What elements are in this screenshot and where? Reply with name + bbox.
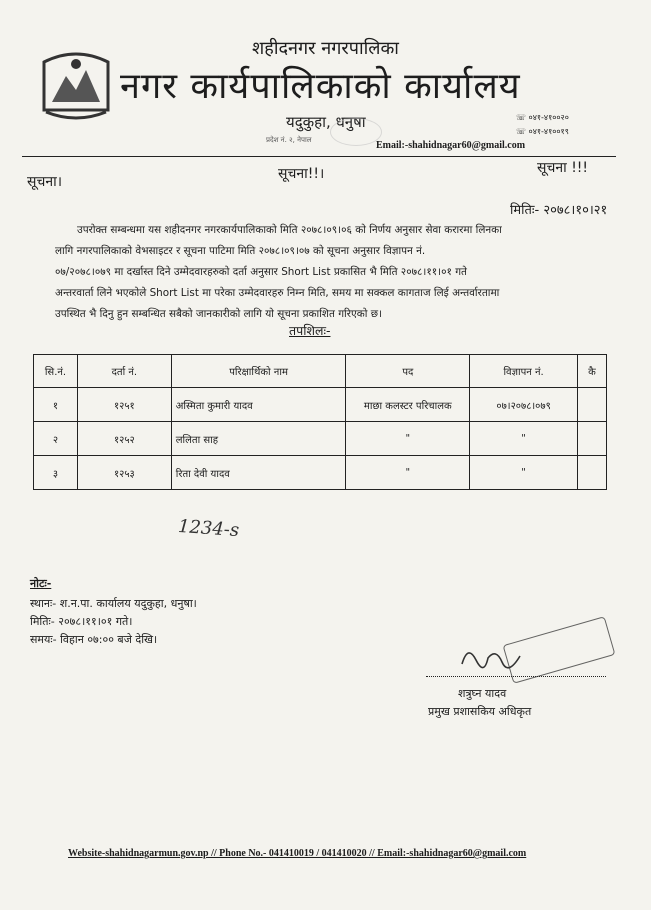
cell-serial: १ <box>34 388 78 422</box>
cell-serial: २ <box>34 422 78 456</box>
col-header-remarks: कै <box>578 355 607 388</box>
notice-date: मितिः- २०७८।१०।२१ <box>510 203 608 218</box>
cell-reg-no: १२५१ <box>77 388 171 422</box>
col-header-reg-no: दर्ता नं. <box>77 355 171 388</box>
cell-reg-no: १२५३ <box>77 456 171 490</box>
signature-icon <box>458 640 528 674</box>
signature-line <box>426 676 606 677</box>
body-line: ०७/२०७८।०७९ मा दर्खास्त दिने उम्मेदवारहरुको दर्ता अनुसार Short List प्रकासित भै मिति २०७८।११।०१ गते <box>55 266 467 278</box>
note-place: स्थानः- श.न.पा. कार्यालय यदुकुहा, धनुषा। <box>30 597 197 610</box>
col-header-name: परिक्षार्थिको नाम <box>171 355 346 388</box>
office-title: नगर कार्यपालिकाको कार्यालय <box>120 66 521 107</box>
municipality-name: शहीदनगर नगरपालिका <box>252 38 399 59</box>
cell-ad-no: " <box>470 422 578 456</box>
notice-label-right: सूचना !!! <box>537 160 589 176</box>
details-heading: तपशिलः- <box>289 323 331 338</box>
cell-name: ललिता साह <box>171 422 346 456</box>
note-date: मितिः- २०७८।११।०१ गते। <box>30 615 133 628</box>
cell-ad-no: ०७।२०७८।०७९ <box>470 388 578 422</box>
table-row <box>34 456 607 490</box>
cell-remarks <box>578 388 607 422</box>
province-text: प्रदेश नं. २, नेपाल <box>266 136 312 144</box>
candidate-table <box>33 354 607 490</box>
body-line: लागि नगरपालिकाको वेभसाइटर र सूचना पाटिमा मिति २०७८।०९।०७ को सूचना अनुसार विज्ञापन नं. <box>55 245 426 257</box>
note-heading: नोटः- <box>30 577 52 590</box>
col-header-post: पद <box>346 355 470 388</box>
phone-number-1: ☏ ०४१-४१००२० <box>516 113 569 122</box>
cell-name: रिता देवी यादव <box>171 456 346 490</box>
cell-remarks <box>578 456 607 490</box>
table-row <box>34 422 607 456</box>
cell-remarks <box>578 422 607 456</box>
col-header-ad-no: विज्ञापन नं. <box>470 355 578 388</box>
body-line: उपरोक्त सम्बन्धमा यस शहीदनगर नगरकार्यपालिकाको मिति २०७८।०९।०६ को निर्णय अनुसार सेवा करारमा लिनका <box>77 224 502 236</box>
phone-number-2: ☏ ०४१-४१००१९ <box>516 127 569 136</box>
body-line: उपस्थित भै दिनु हुन सम्बन्धित सबैको जानकारीको लागि यो सूचना प्रकाशित गरिएको छ। <box>55 308 382 320</box>
notice-label-left: सूचना। <box>27 174 63 190</box>
notice-label-center: सूचना!!। <box>278 166 325 182</box>
cell-post: माछा कलस्टर परिचालक <box>346 388 470 422</box>
officer-title: प्रमुख प्रशासकिय अधिकृत <box>428 705 532 718</box>
col-header-serial: सि.नं. <box>34 355 78 388</box>
notice-body <box>55 220 615 325</box>
note-time: समयः- विहान ०७:०० बजे देखि। <box>30 633 158 646</box>
table-header-row <box>34 355 607 388</box>
body-line: अन्तरवार्ता लिने भएकोले Short List मा परेका उम्मेदवारहरु निम्न मिति, समय मा सक्कल कागताज लिई अन्तर्वारतामा <box>55 287 500 299</box>
header-divider <box>22 156 616 157</box>
table-row <box>34 388 607 422</box>
office-location: यदुकुहा, धनुषा <box>286 113 366 131</box>
cell-reg-no: १२५२ <box>77 422 171 456</box>
officer-name: शत्रुघ्न यादव <box>458 687 507 700</box>
office-stamp <box>330 118 382 146</box>
handwritten-mark: 1234-s <box>177 515 240 542</box>
office-email: Email:-shahidnagar60@gmail.com <box>376 140 526 151</box>
cell-name: अस्मिता कुमारी यादव <box>171 388 346 422</box>
cell-post: " <box>346 456 470 490</box>
footer-contact: Website-shahidnagarmun.gov.np // Phone No.- 041410019 / 041410020 // Email:-shahidnagar60@gmail.com <box>68 848 527 859</box>
cell-ad-no: " <box>470 456 578 490</box>
cell-post: " <box>346 422 470 456</box>
cell-serial: ३ <box>34 456 78 490</box>
